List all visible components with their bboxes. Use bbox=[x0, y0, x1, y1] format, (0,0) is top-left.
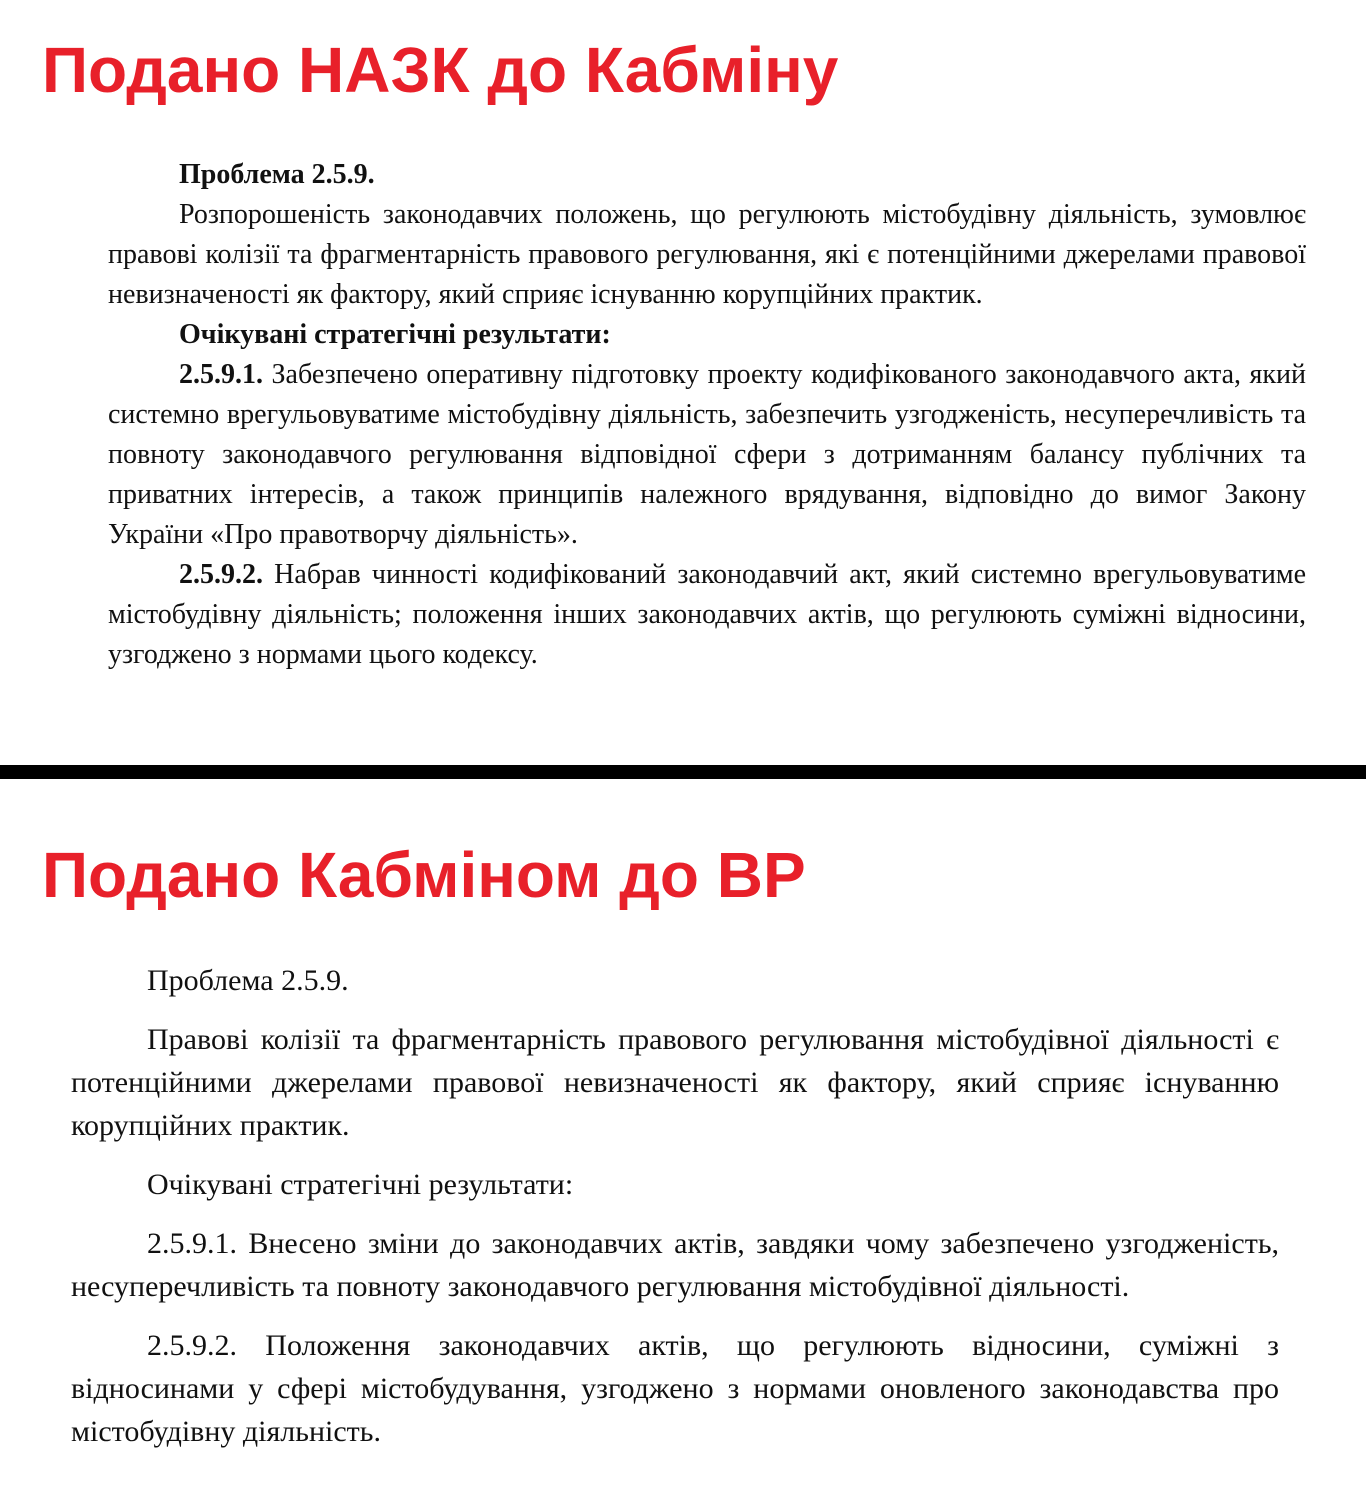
section2-heading: Подано Кабміном до ВР bbox=[42, 839, 806, 911]
section1-document bbox=[108, 155, 1306, 675]
section2-problem-title: Проблема 2.5.9. bbox=[147, 964, 349, 997]
section2-item-2: 2.5.9.2. Положення законодавчих актів, що регулюють відносини, суміжні з відносинами у сфері містобудування, узгоджено з нормами оновленого законодавства про містобудівну діяльність. bbox=[71, 1329, 1279, 1448]
section1-item-1-number: 2.5.9.1. bbox=[179, 359, 263, 390]
section1-heading: Подано НАЗК до Кабміну bbox=[42, 34, 839, 106]
section2-item-1: 2.5.9.1. Внесено зміни до законодавчих актів, завдяки чому забезпечено узгодженість, несуперечливість та повноту законодавчого регулювання містобудівної діяльності. bbox=[71, 1227, 1279, 1303]
section1-problem-text: Розпорошеність законодавчих положень, що регулюють містобудівну діяльність, зумовлює правові колізії та фрагментарність правового регулювання, які є потенційними джерелами правової невизначеності як фактору, який сприяє існуванню корупційних практик. bbox=[108, 199, 1306, 310]
section1-item-2-text: Набрав чинності кодифікований законодавчий акт, який системно врегульовуватиме містобудівну діяльність; положення інших законодавчих актів, що регулюють суміжні відносини, узгоджено з нормами цього кодексу. bbox=[108, 559, 1306, 670]
section1-item-2-number: 2.5.9.2. bbox=[179, 559, 263, 590]
section1-problem-title: Проблема 2.5.9. bbox=[179, 159, 375, 190]
section1-results-title: Очікувані стратегічні результати: bbox=[179, 319, 611, 350]
section1-item-1 bbox=[108, 355, 1306, 555]
section-divider bbox=[0, 765, 1366, 779]
section2-document bbox=[71, 959, 1279, 1469]
section1-item-2 bbox=[108, 555, 1306, 675]
section2-problem-text: Правові колізії та фрагментарність правового регулювання містобудівної діяльності є потенційними джерелами правової невизначеності як фактору, який сприяє існуванню корупційних практик. bbox=[71, 1023, 1279, 1142]
section2-results-title: Очікувані стратегічні результати: bbox=[147, 1168, 574, 1201]
section1-item-1-text: Забезпечено оперативну підготовку проекту кодифікованого законодавчого акта, який системно врегульовуватиме містобудівну діяльність, забезпечить узгодженість, несуперечливість та повноту законодавчого регулювання відповідної сфери з дотриманням балансу публічних та приватних інтересів, а також принципів належного врядування, відповідно до вимог Закону України «Про правотворчу діяльність». bbox=[108, 359, 1306, 550]
